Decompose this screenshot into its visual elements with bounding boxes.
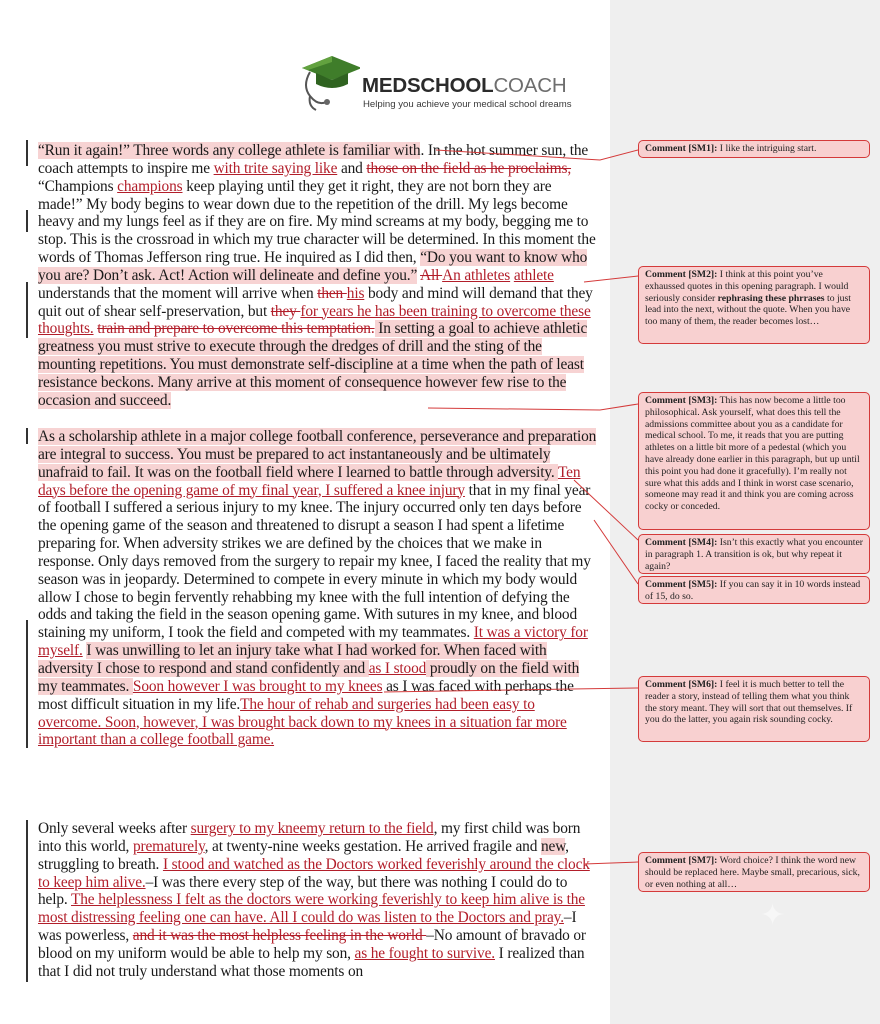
text-run: –I was powerless,: [38, 909, 577, 945]
text-run: , struggling to breath.: [38, 837, 569, 873]
comment-text: Isn’t this exactly what you encounter in paragraph 1. A transition is ok, but why repeat it again?: [645, 537, 864, 572]
comment-sm2[interactable]: [638, 266, 870, 344]
tracked-insertion: prematurely: [132, 837, 205, 855]
commented-text: proudly on the field with my teammates.: [38, 659, 580, 695]
text-run: , my first child was born into this world,: [38, 820, 581, 855]
text-run: keep playing until they get it right, they are not born they are made!” My body begins to wear down due to the repetition of the drill. My legs become heavy and my lungs feel as if they are on fire. My mind screams at my body, begging me to stop. This is the crossroad in which my true character will be determined. In this moment the words of Thomas Jefferson ring true. He inquired as I did then,: [38, 177, 596, 267]
text-run: as I was faced with perhaps the most difficult situation in my life.: [38, 677, 574, 713]
comment-tag: Comment [SM5]:: [645, 579, 718, 590]
comment-sm7[interactable]: [638, 852, 870, 892]
text-run: “Champions: [38, 177, 118, 195]
sparkle-icon: ✦: [760, 899, 786, 932]
comment-text: to just lead into the next, without the quote. When you have too many of them, the reader becomes lost…: [645, 292, 851, 328]
tracked-insertion: I stood and watched as the Doctors worked feverishly around the clock to keep him alive.: [38, 855, 590, 891]
comment-text: I feel it is much better to tell the reader a story, instead of telling them what you think the story meant. They will sort that out themselves. If you do the latter, you again risk sounding cocky.: [645, 679, 853, 726]
tracked-deletion: All: [420, 266, 443, 284]
tracked-deletion: then: [317, 284, 347, 302]
comment-sm3[interactable]: [638, 392, 870, 530]
text-run: understands that the moment will arrive when: [38, 284, 318, 302]
tracked-insertion: The hour of rehab and surgeries had been easy to overcome. Soon, however, I was brought back down to my knees in a situation far more important than a college football game.: [38, 695, 567, 749]
comment-text: I think at this point you’ve exhaussed quotes in this opening paragraph. I would seriously consider: [645, 269, 849, 304]
comment-sm4[interactable]: [638, 534, 870, 574]
tracked-insertion: The helplessness I felt as the doctors were working feverishly to keep him alive is the most distressing feeling one can have. All I could do was listen to the Doctors and pray.: [38, 891, 585, 927]
text-run: that in my final year of football I suffered a serious injury to my knee. The injury occurred only ten days before the opening game of the season and threatened to disrupt a season I had spent a lifetime preparing for. When adversity strikes we are defined by the choices that we make in response. Only days removed from the surgery to repair my knee, I faced the reality that my season was in jeopardy. Determined to compete in every minute in which my body would allow I chose to begin fervently rehabbing my knee with the full intention of defying the odds and taking the field in the season opening game. With sutures in my knee, and blood staining my uniform, I took the field and competed with my teammates.: [38, 481, 591, 642]
commented-text: In setting a goal to achieve athletic greatness you must strive to execute through the dredges of drill and the sting of the mounting repetitions. You must demonstrate self-discipline at a time when the path of least resistance beckons. Many arrive at this moment of consequence however few rise to the occasion and succeed.: [38, 320, 588, 409]
tracked-insertion: his: [346, 284, 365, 302]
tracked-insertion: Ten days before the opening game of my final year, I suffered a knee injury: [38, 463, 581, 499]
commented-text: “Do you want to know who you are? Don’t ask. Act! Action will delineate and define you.”: [38, 249, 588, 284]
text-run: –I was there every step of the way, but there was nothing I could do to help.: [38, 873, 568, 909]
comment-sm6[interactable]: [638, 676, 870, 742]
logo-wordmark-part1: MEDSCHOOL: [362, 74, 494, 97]
comment-sm5[interactable]: [638, 576, 870, 604]
comment-tag: Comment [SM2]:: [645, 269, 718, 280]
comment-text: If you can say it in 10 words instead of 15, do so.: [645, 579, 861, 602]
commented-text: new: [540, 837, 566, 855]
comment-text: I like the intriguing start.: [717, 143, 817, 154]
comment-text: This has now become a little too philosophical. Ask yourself, what does this tell the admissions committee about you as a candidate for medical school. To me, it reads that you are putting athletes on a little bit more of a pedestal (which you have already done earlier in this paragraph, but up until this point you had done it gracefully). I’m really not sure what this adds and I think in worst case scenario, someone may read it and think you are coming across cocky or conceded.: [645, 395, 860, 513]
commented-text: As a scholarship athlete in a major college football conference, perseverance and preparation are integral to success. You must be prepared to act instantaneously and be ultimately unafraid to fail. It was on the football field where I learned to battle through adversity.: [38, 428, 597, 481]
commented-text: “Run it again!” Three words any college athlete is familiar with: [38, 142, 421, 159]
text-run: –No amount of bravado or blood on my uniform would be able to help my son,: [38, 927, 586, 962]
tracked-deletion: train and prepare to overcome this temptation.: [97, 320, 375, 338]
comment-text: rephrasing these phrrases: [717, 292, 825, 304]
comment-sm1[interactable]: [638, 140, 870, 158]
tracked-deletion: they: [270, 302, 301, 320]
comment-tag: Comment [SM3]:: [645, 395, 718, 406]
tracked-insertion: as he fought to survive.: [354, 944, 495, 962]
comment-tag: Comment [SM7]:: [645, 855, 718, 866]
tracked-insertion: It was a victory for myself.: [38, 624, 588, 660]
comment-tag: Comment [SM6]:: [645, 679, 718, 690]
tracked-insertion: Soon however I was brought to my knees: [132, 677, 383, 695]
tracked-insertion: surgery to my knee: [190, 820, 307, 837]
logo-wordmark-part2: COACH: [493, 74, 567, 97]
tracked-insertion: for years he has been training to overcome these thoughts.: [38, 302, 591, 338]
text-run: Only several weeks after: [38, 820, 191, 837]
tracked-insertion: champions: [117, 177, 183, 195]
text-run: . In the hot summer sun, the coach attempts to inspire me: [38, 142, 589, 177]
comment-tag: Comment [SM4]:: [645, 537, 718, 548]
tracked-deletion: and it was the most helpless feeling in the world: [132, 927, 427, 945]
comment-text: Word choice? I think the word new should be replaced here. Maybe small, precarious, sick, or even nothing at all…: [645, 855, 860, 890]
text-run: body and mind will demand that they quit out of shear self-preservation, but: [38, 284, 593, 320]
commented-text: I was unwilling to let an injury take what I had worked for. When faced with adversity I chose to respond and stand confidently and: [38, 642, 547, 677]
logo-tagline: Helping you achieve your medical school dreams: [363, 99, 572, 110]
text-run: , at twenty-nine weeks gestation. He arrived fragile and: [204, 837, 541, 855]
text-run: and: [337, 159, 367, 177]
tracked-insertion: my return to the field: [306, 820, 434, 837]
tracked-insertion: An athletes: [442, 266, 511, 284]
comment-tag: Comment [SM1]:: [645, 143, 718, 154]
tracked-insertion: athlete: [513, 266, 554, 284]
tracked-insertion: as I stood: [368, 659, 427, 677]
tracked-insertion: with trite saying like: [213, 159, 338, 177]
tracked-deletion: those on the field as he proclaims,: [366, 159, 572, 177]
text-run: I realized than that I did not truly understand what those moments on: [38, 944, 585, 980]
